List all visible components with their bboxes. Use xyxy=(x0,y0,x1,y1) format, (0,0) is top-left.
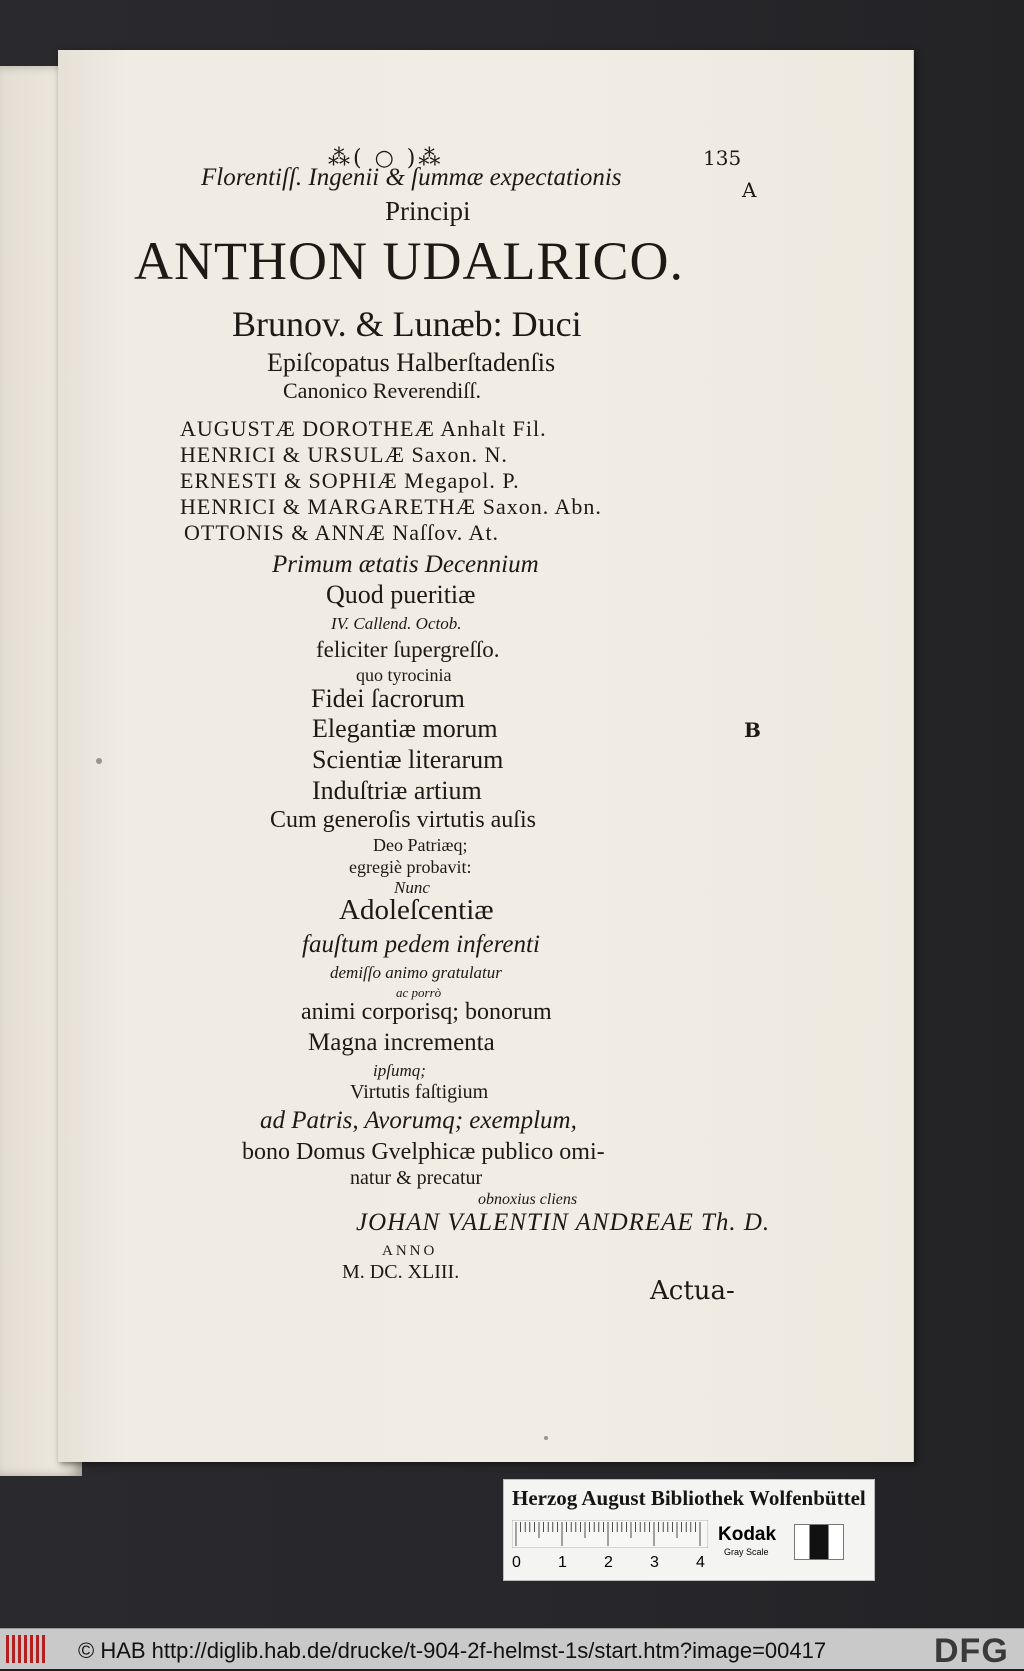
dedication-line: Deo Patriæq; xyxy=(373,835,468,855)
dedication-line: Primum ætatis Decennium xyxy=(272,551,539,578)
ruler-number: 2 xyxy=(604,1554,613,1571)
genealogy-line: AUGUSTÆ DOROTHEÆ Anhalt Fil. xyxy=(180,416,547,441)
year-line: M. DC. XLIII. xyxy=(342,1261,460,1283)
catchword: Actua- xyxy=(650,1276,735,1306)
library-label-card xyxy=(503,1479,875,1581)
dedication-line: Canonico Reverendiſſ. xyxy=(283,378,481,403)
footer-bar xyxy=(0,1628,1024,1669)
ruler-number: 3 xyxy=(650,1554,659,1571)
dedication-line: feliciter ſupergreſſo. xyxy=(316,637,500,662)
library-name: Herzog August Bibliothek Wolfenbüttel xyxy=(512,1486,866,1510)
gray-scale-label: Gray Scale xyxy=(724,1547,769,1557)
dedication-line: obnoxius cliens xyxy=(478,1191,578,1208)
genealogy-line: ERNESTI & SOPHIÆ Megapol. P. xyxy=(180,468,520,493)
dedication-line: Principi xyxy=(385,196,471,226)
dedication-line: Fidei ſacrorum xyxy=(311,684,465,713)
genealogy-line: HENRICI & MARGARETHÆ Saxon. Abn. xyxy=(180,494,602,519)
document-page xyxy=(58,50,914,1462)
dedication-line: Induſtriæ artium xyxy=(312,776,482,805)
margin-signature-a: A xyxy=(742,178,757,202)
ruler-number: 0 xyxy=(512,1554,521,1571)
ruler-number: 1 xyxy=(558,1554,567,1571)
dedication-line: ipſumq; xyxy=(373,1061,426,1080)
dedication-line: Brunov. & Lunæb: Duci xyxy=(232,304,582,344)
dedication-line: natur & precatur xyxy=(350,1167,483,1189)
dedication-line: Elegantiæ morum xyxy=(312,714,498,743)
dedication-line: quo tyrocinia xyxy=(356,665,452,685)
page-content xyxy=(58,50,913,1462)
barcode-icon xyxy=(6,1635,48,1663)
year-label: ANNO xyxy=(382,1243,438,1259)
dfg-logo: DFG xyxy=(934,1632,1009,1670)
dedication-line: Quod pueritiæ xyxy=(326,580,476,609)
paper-spot xyxy=(544,1436,548,1440)
dedication-line: Epiſcopatus Halberſtadenſis xyxy=(267,348,556,377)
dedication-line: Nunc xyxy=(394,878,430,897)
header-ornament: ⁂( ○ )⁂ xyxy=(328,146,444,171)
dedication-line: Adoleſcentiæ xyxy=(339,894,494,926)
dedication-line: demiſſo animo gratulatur xyxy=(330,963,502,982)
dedication-line: Cum generoſis virtutis auſis xyxy=(270,807,536,833)
dedication-line: egregiè probavit: xyxy=(349,857,472,877)
dedication-title: ANTHON UDALRICO. xyxy=(134,231,684,291)
genealogy-line: OTTONIS & ANNÆ Naſſov. At. xyxy=(184,520,500,545)
author-line: JOHAN VALENTIN ANDREAE Th. D. xyxy=(356,1209,771,1236)
dedication-line: Florentiſſ. Ingenii & ſummæ expectationis xyxy=(201,164,622,191)
ruler-number: 4 xyxy=(696,1554,705,1571)
dedication-line: IV. Callend. Octob. xyxy=(331,614,462,633)
gray-scale-patch xyxy=(794,1524,844,1560)
paper-spot xyxy=(96,758,102,764)
dedication-line: Virtutis faſtigium xyxy=(350,1081,489,1103)
ruler-numbers xyxy=(512,1554,712,1574)
dedication-line: Magna incrementa xyxy=(308,1029,495,1056)
dedication-line: ad Patris, Avorumq; exemplum, xyxy=(260,1107,577,1134)
dedication-line: animi corporisq; bonorum xyxy=(301,999,552,1025)
dedication-line: bono Domus Gvelphicæ publico omi- xyxy=(242,1139,605,1165)
page-number: 135 xyxy=(703,146,742,170)
margin-signature-b: B xyxy=(744,718,761,742)
genealogy-line: HENRICI & URSULÆ Saxon. N. xyxy=(180,442,508,467)
footer-link[interactable]: © HAB http://diglib.hab.de/drucke/t-904-2f-helmst-1s/start.htm?image=00417 xyxy=(78,1638,827,1663)
ruler-scale xyxy=(512,1520,708,1548)
dedication-line: ac porrò xyxy=(396,985,442,1000)
kodak-brand: Kodak xyxy=(718,1524,777,1545)
dedication-line: fauſtum pedem inferenti xyxy=(302,931,540,958)
dedication-line: Scientiæ literarum xyxy=(312,745,504,774)
